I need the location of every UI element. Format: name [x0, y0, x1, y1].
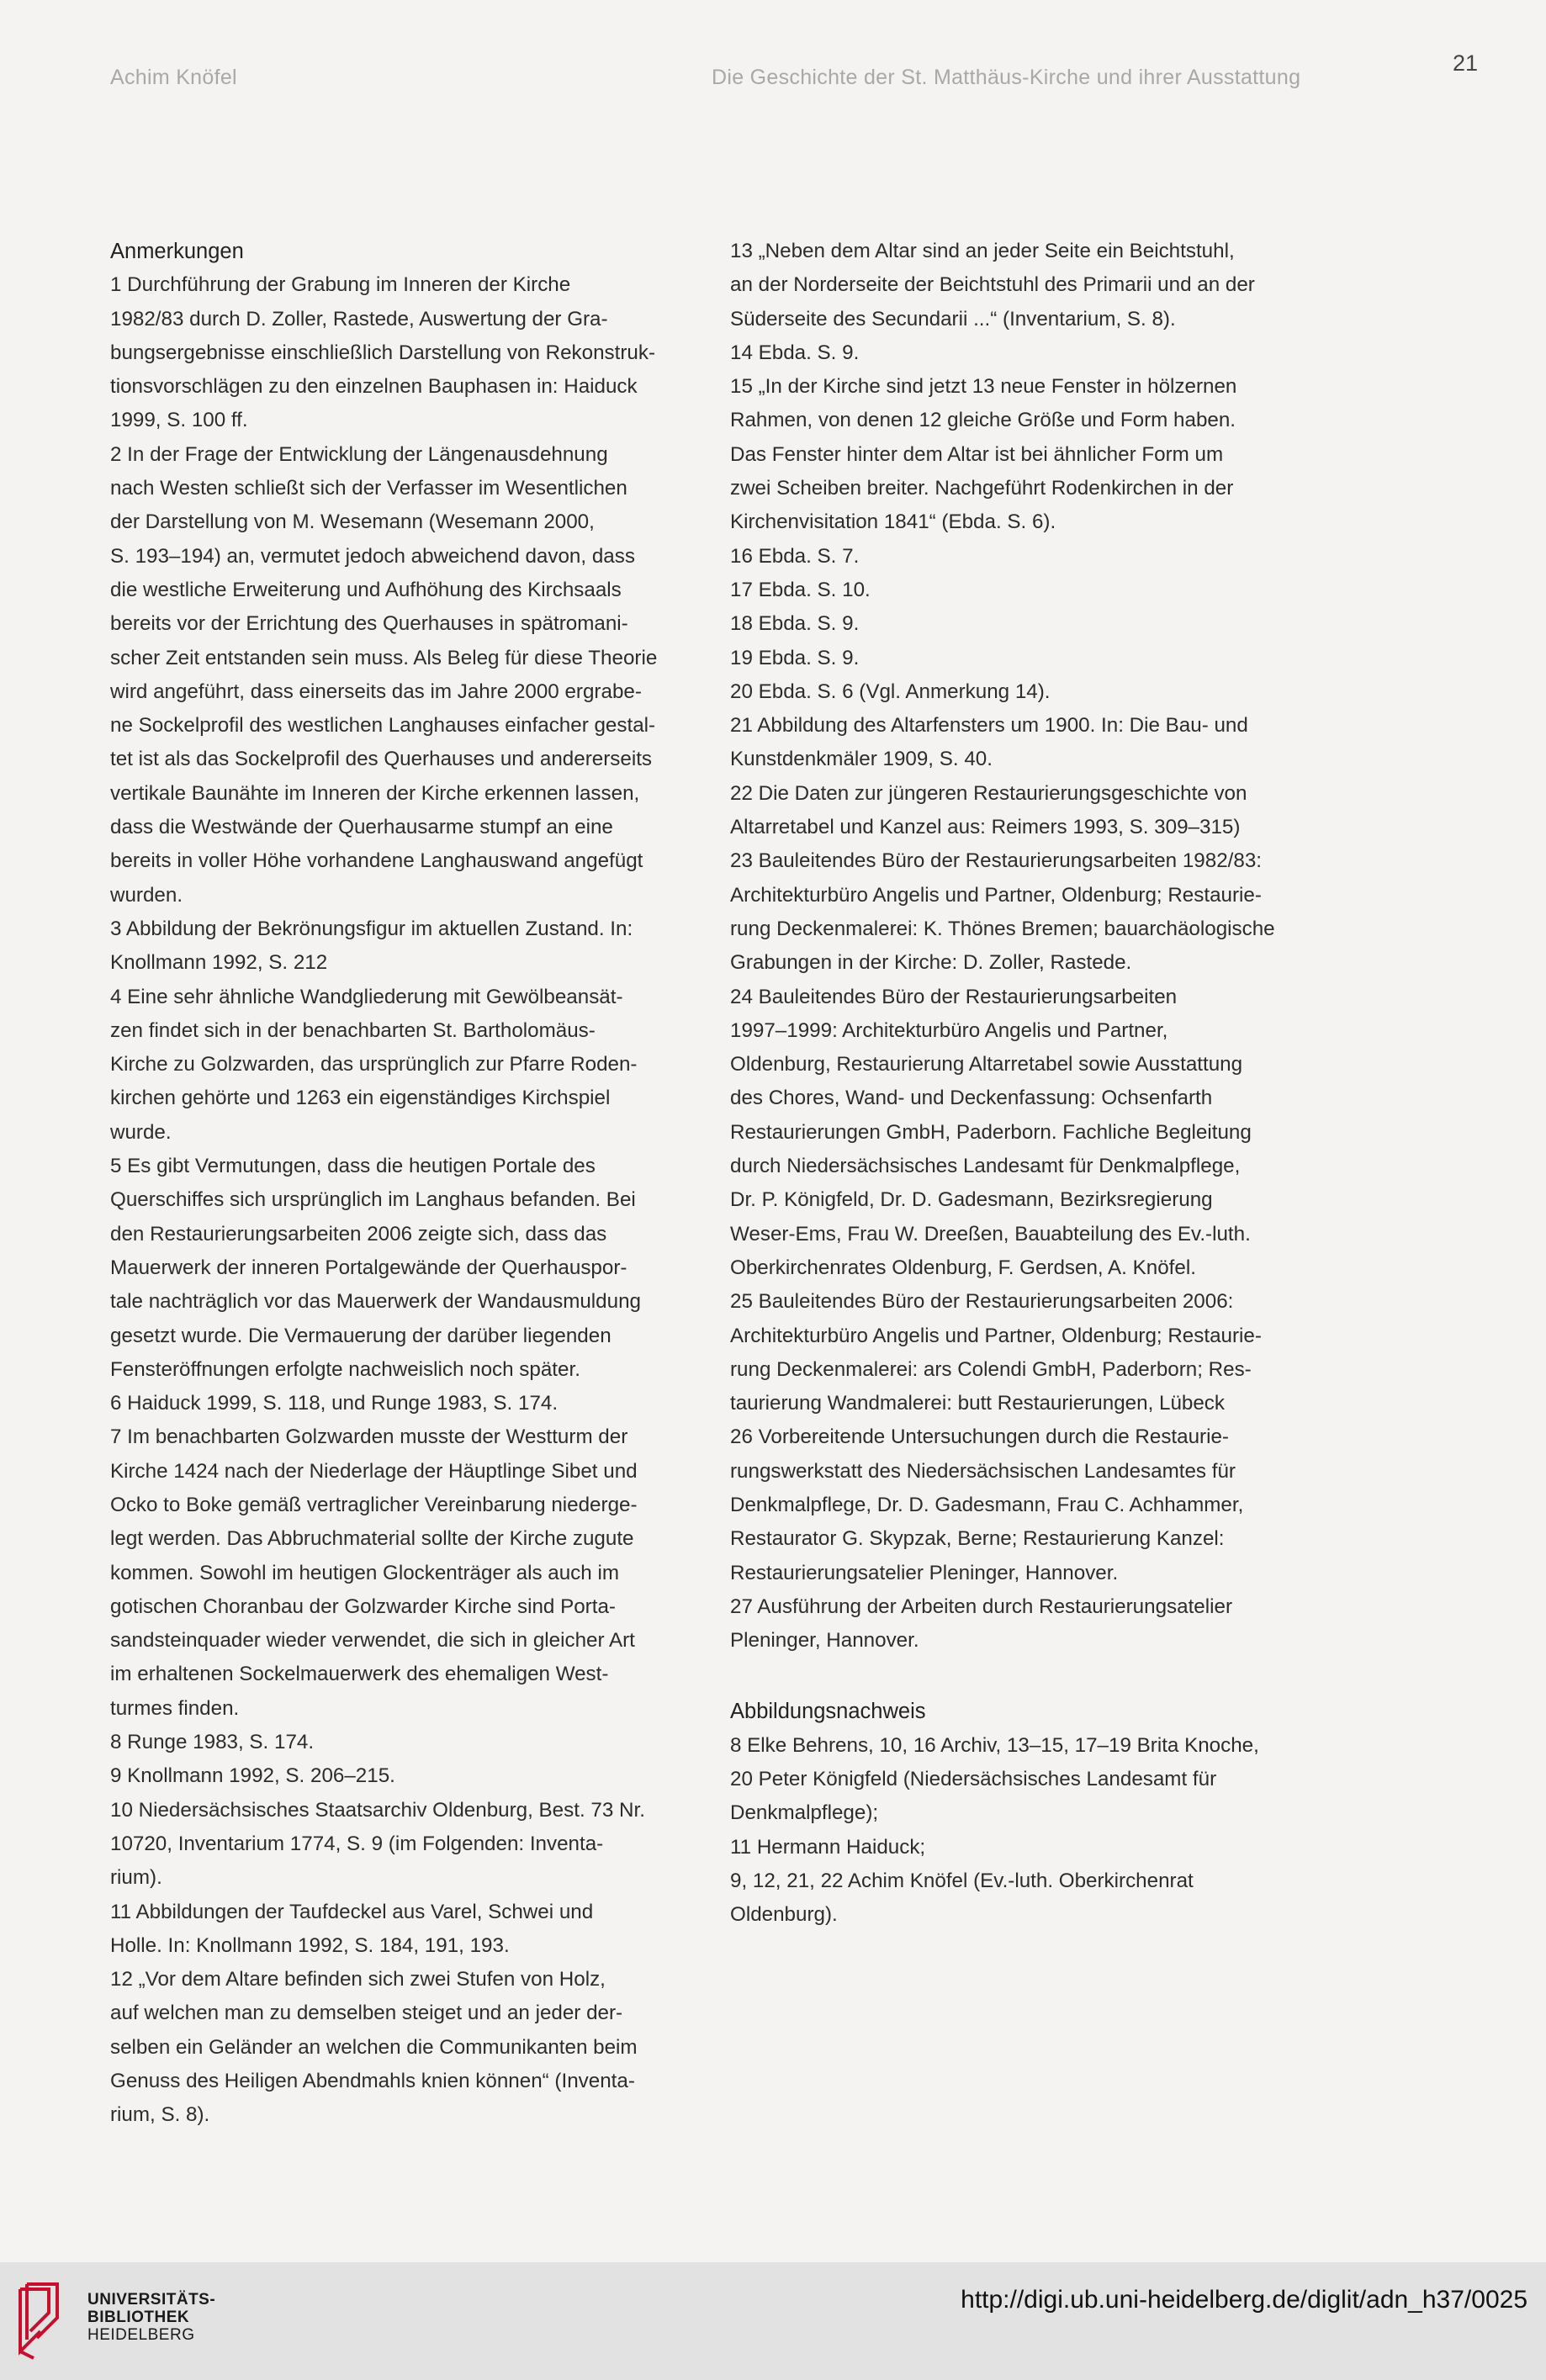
footnote-line: 8 Runge 1983, S. 174.: [110, 1731, 315, 1754]
footnote: [110, 268, 699, 437]
footnote-line: turmes finden.: [110, 1696, 240, 1720]
footnote-line: 2 In der Frage der Entwicklung der Längenausdehnung: [110, 442, 608, 466]
credit-entry: [730, 1831, 1319, 1864]
footnote-line: im erhaltenen Sockelmauerwerk des ehemaligen West-: [110, 1663, 609, 1686]
footnote-line: 15 „In der Kirche sind jetzt 13 neue Fenster in hölzernen: [730, 375, 1237, 399]
footnote: [110, 1794, 699, 1896]
footnote-line: Genuss des Heiligen Abendmahls knien können“ (Inventa-: [110, 2070, 635, 2093]
footnote-line: wurden.: [110, 883, 183, 907]
footnote: [730, 777, 1319, 845]
footnote-line: Dr. P. Königfeld, Dr. D. Gadesmann, Bezirksregierung: [730, 1188, 1213, 1212]
footnote: [730, 540, 1319, 574]
library-name-line: BIBLIOTHEK: [87, 2309, 190, 2326]
footnote-line: 10 Niedersächsisches Staatsarchiv Oldenburg, Best. 73 Nr.: [110, 1798, 645, 1822]
credit-entry-line: Oldenburg).: [730, 1903, 838, 1927]
footnote-line: rung Deckenmalerei: ars Colendi GmbH, Paderborn; Res-: [730, 1357, 1252, 1381]
section-spacer: [730, 1658, 1319, 1695]
footnote-line: scher Zeit entstanden sein muss. Als Beleg für diese Theorie: [110, 646, 658, 669]
footnote-line: Altarretabel und Kanzel aus: Reimers 1993, S. 309–315): [730, 816, 1241, 839]
footnote: [730, 336, 1319, 370]
footnote-line: Mauerwerk der inneren Portalgewände der Querhauspor-: [110, 1256, 627, 1279]
footnote-line: 19 Ebda. S. 9.: [730, 646, 860, 669]
footnote-line: selben ein Geländer an welchen die Communikanten beim: [110, 2035, 638, 2059]
footnote-line: gotischen Choranbau der Golzwarder Kirche sind Porta-: [110, 1595, 616, 1618]
footnote: [110, 981, 699, 1150]
notes-list-left: [110, 268, 699, 2132]
footnote: [110, 1387, 699, 1420]
footnote-line: 20 Ebda. S. 6 (Vgl. Anmerkung 14).: [730, 680, 1051, 703]
footnote: [110, 1759, 699, 1793]
footnote-line: taurierung Wandmalerei: butt Restaurierungen, Lübeck: [730, 1392, 1225, 1415]
footnote-line: auf welchen man zu demselben steiget und an jeder der-: [110, 2002, 623, 2025]
footnote-line: 10720, Inventarium 1774, S. 9 (im Folgenden: Inventa-: [110, 1832, 604, 1855]
footnote-line: ne Sockelprofil des westlichen Langhauses einfacher gestal-: [110, 714, 656, 738]
footnote-line: sandsteinquader wieder verwendet, die sich in gleicher Art: [110, 1629, 635, 1653]
ub-heidelberg-logo-icon: [15, 2281, 77, 2361]
credit-entry: [730, 1729, 1319, 1763]
footnote-line: S. 193–194) an, vermutet jedoch abweichend davon, dass: [110, 544, 635, 568]
footnote: [730, 607, 1319, 641]
footnote-line: Süderseite des Secundarii ...“ (Inventarium, S. 8).: [730, 307, 1176, 331]
library-name-line: HEIDELBERG: [87, 2326, 195, 2344]
footnote-line: den Restaurierungsarbeiten 2006 zeigte sich, dass das: [110, 1222, 607, 1246]
footnote-line: Rahmen, von denen 12 gleiche Größe und Form haben.: [730, 409, 1236, 432]
footnote: [110, 1896, 699, 1964]
library-name-line: UNIVERSITÄTS-: [87, 2291, 216, 2309]
footnote-line: Restaurator G. Skypzak, Berne; Restaurierung Kanzel:: [730, 1527, 1225, 1551]
footnote-line: dass die Westwände der Querhausarme stumpf an eine: [110, 816, 613, 839]
footnote-line: 17 Ebda. S. 10.: [730, 578, 871, 601]
footnote-line: legt werden. Das Abbruchmaterial sollte der Kirche zugute: [110, 1527, 634, 1551]
footnote-line: bungsergebnisse einschließlich Darstellung von Rekonstruk-: [110, 341, 656, 364]
footnote: [110, 1150, 699, 1387]
credit-entry-line: Denkmalpflege);: [730, 1801, 879, 1825]
footnote: [730, 1420, 1319, 1589]
footnote-line: Das Fenster hinter dem Altar ist bei ähnlicher Form um: [730, 442, 1224, 466]
footnote: [110, 1963, 699, 2132]
footnote-line: durch Niedersächsisches Landesamt für Denkmalpflege,: [730, 1155, 1241, 1178]
footnote-line: kirchen gehörte und 1263 ein eigenständiges Kirchspiel: [110, 1087, 611, 1110]
footnote-line: Fensteröffnungen erfolgte nachweislich noch später.: [110, 1357, 580, 1381]
footnote: [110, 438, 699, 912]
footnote: [730, 709, 1319, 777]
footnote-line: Ocko to Boke gemäß vertraglicher Vereinbarung niederge-: [110, 1493, 638, 1516]
footnote-line: Kirche zu Golzwarden, das ursprünglich zur Pfarre Roden-: [110, 1053, 638, 1076]
footnote-line: Weser-Ems, Frau W. Dreeßen, Bauabteilung des Ev.-luth.: [730, 1222, 1251, 1246]
footnote-line: 6 Haiduck 1999, S. 118, und Runge 1983, S. 174.: [110, 1392, 559, 1415]
footnote-line: Kirche 1424 nach der Niederlage der Häuptlinge Sibet und: [110, 1459, 638, 1483]
footer-bar: [0, 2262, 1546, 2380]
footnote-line: 1999, S. 100 ff.: [110, 409, 248, 432]
credit-entry-line: 20 Peter Königfeld (Niedersächsisches Landesamt für: [730, 1768, 1217, 1791]
source-url-link[interactable]: http://digi.ub.uni-heidelberg.de/diglit/adn_h37/0025: [961, 2286, 1527, 2314]
footnote-line: tet ist als das Sockelprofil des Querhauses und andererseits: [110, 748, 653, 771]
footnote-line: Querschiffes sich ursprünglich im Langhaus befanden. Bei: [110, 1188, 636, 1212]
footnote-line: 21 Abbildung des Altarfensters um 1900. In: Die Bau- und: [730, 714, 1248, 738]
footnote-line: rium).: [110, 1866, 162, 1890]
credit-entry-line: 8 Elke Behrens, 10, 16 Archiv, 13–15, 17–19 Brita Knoche,: [730, 1733, 1259, 1757]
footnote-line: 7 Im benachbarten Golzwarden musste der Westturm der: [110, 1425, 628, 1449]
footnote-line: Restaurierungsatelier Pleninger, Hannover.: [730, 1561, 1119, 1584]
footnote: [730, 675, 1319, 709]
notes-column-left: [110, 235, 699, 2133]
credits-heading: Abbildungsnachweis: [730, 1700, 926, 1724]
footnote-line: wird angeführt, dass einerseits das im Jahre 2000 ergrabe-: [110, 680, 642, 703]
footnote-line: Grabungen in der Kirche: D. Zoller, Rastede.: [730, 951, 1132, 975]
footnote-line: 1982/83 durch D. Zoller, Rastede, Auswertung der Gra-: [110, 307, 608, 331]
footnote-line: 11 Abbildungen der Taufdeckel aus Varel, Schwei und: [110, 1900, 594, 1923]
footnote-line: des Chores, Wand- und Deckenfassung: Ochsenfarth: [730, 1087, 1213, 1110]
footnote-line: 1 Durchführung der Grabung im Inneren der Kirche: [110, 273, 571, 297]
footnote-line: Knollmann 1992, S. 212: [110, 951, 328, 975]
notes-heading: Anmerkungen: [110, 240, 244, 263]
footnote-line: Kunstdenkmäler 1909, S. 40.: [730, 748, 993, 771]
footnote-line: wurde.: [110, 1120, 172, 1144]
footnote-line: Holle. In: Knollmann 1992, S. 184, 191, 193.: [110, 1933, 510, 1957]
footnote-line: Architekturbüro Angelis und Partner, Oldenburg; Restaurie-: [730, 883, 1262, 907]
credit-entry: [730, 1763, 1319, 1831]
footnote-line: an der Norderseite der Beichtstuhl des Primarii und an der: [730, 273, 1255, 297]
footnote-line: 12 „Vor dem Altare befinden sich zwei Stufen von Holz,: [110, 1968, 606, 1991]
footnote-line: bereits vor der Errichtung des Querhauses in spätromani-: [110, 612, 628, 636]
running-head-author: Achim Knöfel: [110, 66, 237, 89]
footnote-line: 18 Ebda. S. 9.: [730, 612, 860, 636]
footnote-line: rung Deckenmalerei: K. Thönes Bremen; bauarchäologische: [730, 917, 1275, 940]
footnote-line: die westliche Erweiterung und Aufhöhung des Kirchsaals: [110, 578, 622, 601]
footnote: [110, 912, 699, 981]
footnote-line: 1997–1999: Architekturbüro Angelis und Partner,: [730, 1018, 1168, 1042]
footnote: [730, 642, 1319, 675]
footnote-line: 3 Abbildung der Bekrönungsfigur im aktuellen Zustand. In:: [110, 917, 633, 940]
footnote-line: vertikale Baunähte im Inneren der Kirche erkennen lassen,: [110, 781, 640, 805]
footnote: [110, 1726, 699, 1759]
footnote-line: zen findet sich in der benachbarten St. Bartholomäus-: [110, 1018, 596, 1042]
page-number: 21: [1453, 50, 1479, 76]
footnote-line: 5 Es gibt Vermutungen, dass die heutigen Portale des: [110, 1155, 596, 1178]
footnote-line: kommen. Sowohl im heutigen Glockenträger als auch im: [110, 1561, 619, 1584]
footnote: [730, 844, 1319, 980]
footnote-line: Oldenburg, Restaurierung Altarretabel sowie Ausstattung: [730, 1053, 1243, 1076]
running-head-title: Die Geschichte der St. Matthäus-Kirche und ihrer Ausstattung: [712, 66, 1301, 89]
footnote-line: rium, S. 8).: [110, 2103, 210, 2127]
footnote-line: 16 Ebda. S. 7.: [730, 544, 860, 568]
library-name: [87, 2291, 215, 2344]
footnote-line: Denkmalpflege, Dr. D. Gadesmann, Frau C. Achhammer,: [730, 1493, 1244, 1516]
footnote-line: tale nachträglich vor das Mauerwerk der Wandausmuldung: [110, 1290, 641, 1314]
footnote-line: 22 Die Daten zur jüngeren Restaurierungsgeschichte von: [730, 781, 1247, 805]
footnote-line: Architekturbüro Angelis und Partner, Oldenburg; Restaurie-: [730, 1324, 1262, 1347]
footnote-line: 9 Knollmann 1992, S. 206–215.: [110, 1764, 395, 1788]
footnote-line: 23 Bauleitendes Büro der Restaurierungsarbeiten 1982/83:: [730, 849, 1262, 873]
notes-column-right: [730, 235, 1319, 1933]
footnote: [730, 574, 1319, 607]
footnote-line: Restaurierungen GmbH, Paderborn. Fachliche Begleitung: [730, 1120, 1252, 1144]
footnote-line: Oberkirchenrates Oldenburg, F. Gerdsen, A. Knöfel.: [730, 1256, 1196, 1279]
footnote-line: 27 Ausführung der Arbeiten durch Restaurierungsatelier: [730, 1595, 1232, 1618]
footnote-line: Kirchenvisitation 1841“ (Ebda. S. 6).: [730, 510, 1056, 534]
footnote-line: zwei Scheiben breiter. Nachgeführt Rodenkirchen in der: [730, 477, 1234, 500]
footnote-line: bereits in voller Höhe vorhandene Langhauswand angefügt: [110, 849, 643, 873]
footnote-line: 13 „Neben dem Altar sind an jeder Seite ein Beichtstuhl,: [730, 240, 1235, 262]
footnote: [730, 1285, 1319, 1420]
footnote: [730, 1590, 1319, 1658]
credit-entry-line: 11 Hermann Haiduck;: [730, 1835, 926, 1859]
footnote: [110, 1420, 699, 1726]
footnote-line: 25 Bauleitendes Büro der Restaurierungsarbeiten 2006:: [730, 1290, 1234, 1314]
footnote-line: 14 Ebda. S. 9.: [730, 341, 860, 364]
footnote: [730, 370, 1319, 539]
footnote-line: rungswerkstatt des Niedersächsischen Landesamtes für: [730, 1459, 1236, 1483]
notes-list-right: [730, 235, 1319, 1658]
credits-list: [730, 1729, 1319, 1933]
footnote-line: Pleninger, Hannover.: [730, 1629, 919, 1653]
credit-entry-line: 9, 12, 21, 22 Achim Knöfel (Ev.-luth. Oberkirchenrat: [730, 1869, 1194, 1892]
footnote-line: der Darstellung von M. Wesemann (Wesemann 2000,: [110, 510, 595, 534]
credit-entry: [730, 1864, 1319, 1933]
footnote-line: nach Westen schließt sich der Verfasser im Wesentlichen: [110, 477, 627, 500]
footnote: [730, 981, 1319, 1286]
footnote-line: 26 Vorbereitende Untersuchungen durch die Restaurie-: [730, 1425, 1229, 1449]
footnote-line: gesetzt wurde. Die Vermauerung der darüber liegenden: [110, 1324, 612, 1347]
footnote-line: 4 Eine sehr ähnliche Wandgliederung mit Gewölbeansät-: [110, 985, 623, 1008]
footnote-line: 24 Bauleitendes Büro der Restaurierungsarbeiten: [730, 985, 1178, 1008]
footnote-line: tionsvorschlägen zu den einzelnen Bauphasen in: Haiduck: [110, 375, 638, 399]
footnote: [730, 235, 1319, 336]
